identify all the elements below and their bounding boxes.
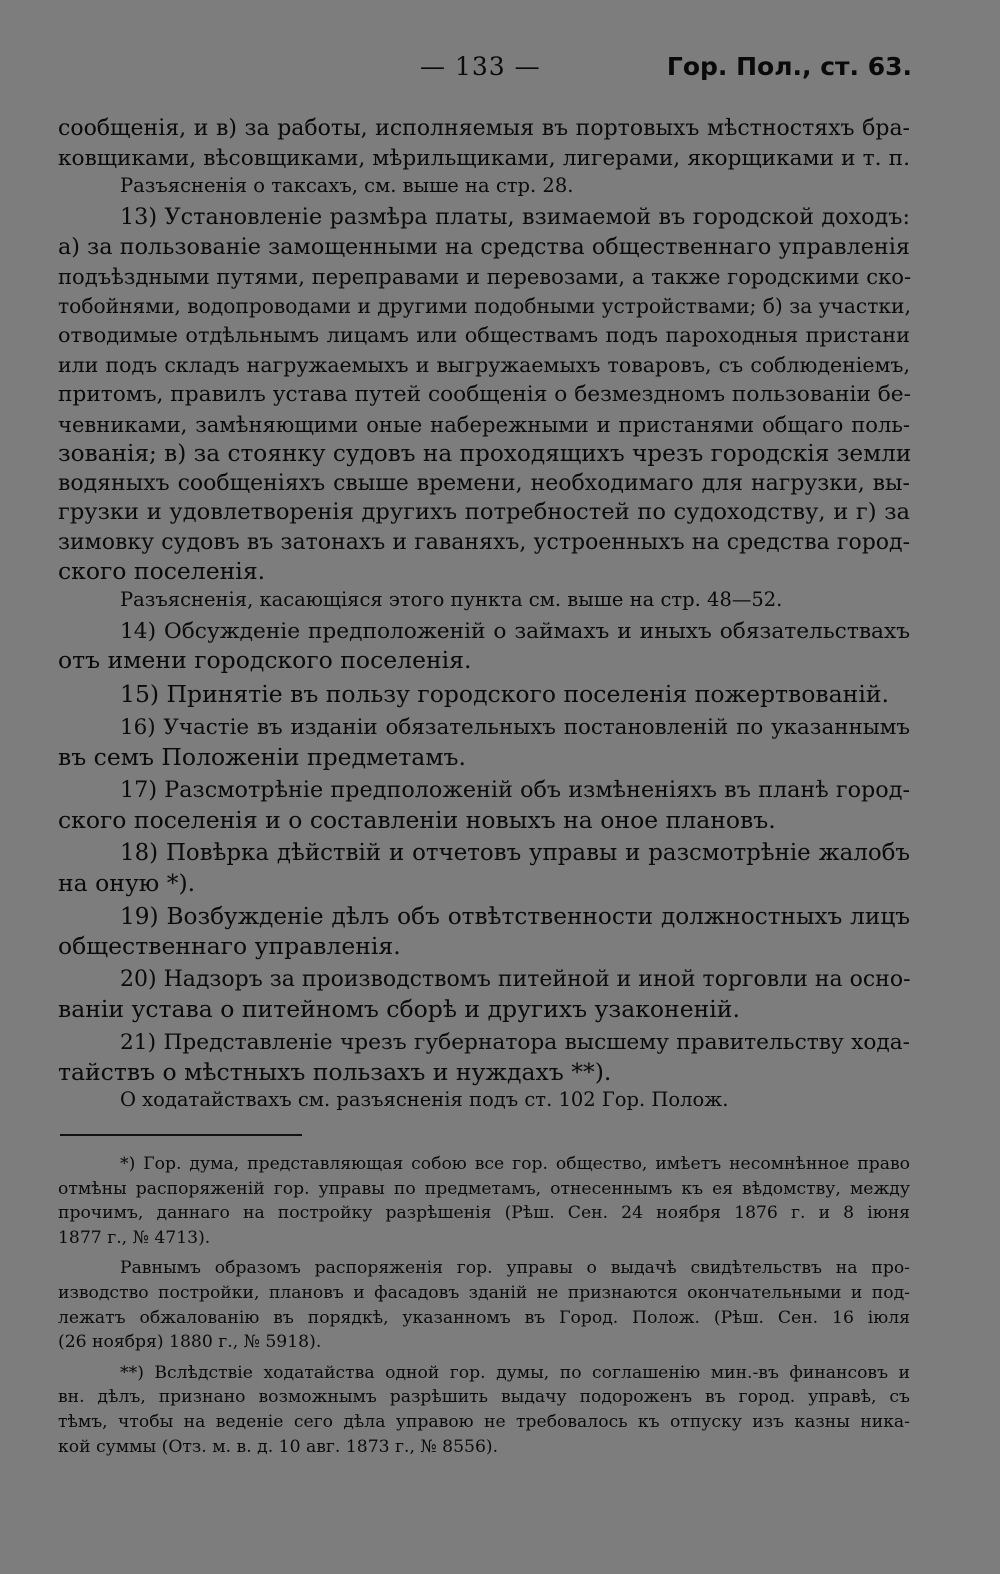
text-line: на оную *).	[58, 868, 196, 897]
text-line: 14) Обсужденіе предположеній о займахъ и иныхъ обязательствахъ	[120, 618, 910, 644]
footnote-line: отмѣны распоряженій гор. управы по предметамъ, отнесеннымъ къ ея вѣдомству, между	[58, 1178, 910, 1199]
footnote-line: тѣмъ, чтобы на веденіе сего дѣла управою не требовалось къ отпуску изъ казны ника-	[58, 1411, 910, 1432]
text-line: ского поселенія и о составленіи новыхъ на оное плановъ.	[58, 805, 776, 834]
text-line: чевниками, замѣняющими оные набережными и пристанями общаго поль-	[58, 411, 910, 437]
text-line: ского поселенія.	[58, 557, 266, 585]
main-text	[58, 114, 910, 1113]
footnote-line: изводство постройки, плановъ и фасадовъ зданій не признаются окончательными и под-	[58, 1282, 910, 1303]
text-line: 18) Повѣрка дѣйствій и отчетовъ управы и разсмотрѣніе жалобъ	[120, 840, 910, 866]
footnotes	[58, 1152, 910, 1459]
text-line: ваніи устава о питейномъ сборѣ и другихъ узаконеній.	[58, 994, 740, 1023]
text-line: Разъясненія, касающіяся этого пункта см. выше на стр. 48—52.	[120, 587, 783, 611]
text-line: зимовку судовъ въ затонахъ и гаваняхъ, устроенныхъ на средства город-	[58, 529, 910, 555]
text-line: притомъ, правилъ устава путей сообщенія о безмездномъ пользованіи бе-	[58, 382, 911, 407]
text-line: сообщенія, и в) за работы, исполняемыя въ портовыхъ мѣстностяхъ бра-	[58, 116, 910, 141]
text-line: 19) Возбужденіе дѣлъ объ отвѣтственности должностныхъ лицъ	[120, 903, 910, 930]
text-line: тобойнями, водопроводами и другими подобными устройствами; б) за участки,	[58, 293, 911, 318]
text-line: общественнаго управленія.	[58, 931, 401, 960]
footnote-line: Равнымъ образомъ распоряженія гор. управы о выдачѣ свидѣтельствъ на про-	[120, 1258, 910, 1279]
text-line: 13) Установленіе размѣра платы, взимаемой въ городской доходъ:	[120, 204, 910, 230]
text-line: ковщиками, вѣсовщиками, мѣрильщиками, лигерами, якорщиками и т. п.	[58, 145, 910, 171]
text-line: грузки и удовлетворенія другихъ потребностей по судоходству, и г) за	[58, 499, 910, 525]
text-line: или подъ складъ нагружаемыхъ и выгружаемыхъ товаровъ, съ соблюденіемъ,	[58, 352, 910, 377]
footnote-line: кой суммы (Отз. м. в. д. 10 авг. 1873 г., № 8556).	[58, 1436, 499, 1457]
footnote-line: (26 ноября) 1880 г., № 5918).	[58, 1332, 322, 1353]
footnote-line: 1877 г., № 4713).	[58, 1227, 211, 1248]
text-line: 21) Представленіе чрезъ губернатора высшему правительству хода-	[120, 1030, 910, 1055]
footnote-line: лежатъ обжалованію въ порядкѣ, указанномъ въ Город. Полож. (Рѣш. Сен. 16 іюля	[58, 1307, 910, 1328]
text-line: 20) Надзоръ за производствомъ питейной и иной торговли на осно-	[120, 967, 911, 992]
section-reference: Гор. Пол., ст. 63.	[666, 52, 912, 81]
text-line: Разъясненія о таксахъ, см. выше на стр. 28.	[120, 174, 574, 197]
footnote-line: прочимъ, даннаго на постройку разрѣшенія (Рѣш. Сен. 24 ноября 1876 г. и 8 іюня	[58, 1203, 910, 1224]
footnote-line: *) Гор. дума, представляющая собою все гор. общество, имѣетъ несомнѣнное право	[120, 1154, 910, 1174]
text-line: отъ имени городского поселенія.	[58, 646, 472, 674]
text-line: зованія; в) за стоянку судовъ на проходящихъ чрезъ городскія земли	[58, 440, 912, 467]
text-line: 16) Участіе въ изданіи обязательныхъ постановленій по указаннымъ	[120, 715, 910, 740]
text-line: отводимые отдѣльнымъ лицамъ или обществамъ подъ пароходныя пристани	[58, 323, 910, 347]
text-line: водяныхъ сообщеніяхъ свыше времени, необходимаго для нагрузки, вы-	[58, 470, 910, 496]
text-line: 17) Разсмотрѣніе предположеній объ измѣненіяхъ въ планѣ город-	[120, 777, 910, 803]
page-number: — 133 —	[420, 52, 541, 81]
footnote-separator	[60, 1134, 302, 1136]
page-header	[0, 52, 1000, 92]
text-line: О ходатайствахъ см. разъясненія подъ ст. 102 Гор. Полож.	[120, 1088, 729, 1111]
text-line: подъѣздными путями, переправами и перевозами, а также городскими ско-	[58, 264, 912, 289]
text-line: а) за пользованіе замощенными на средства общественнаго управленія	[58, 233, 910, 260]
text-line: въ семъ Положеніи предметамъ.	[58, 742, 466, 771]
footnote-line: вн. дѣлъ, признано возможнымъ разрѣшить выдачу подороженъ въ город. управѣ, съ	[58, 1387, 910, 1408]
footnote-line: **) Вслѣдствіе ходатайства одной гор. думы, по соглашенію мин.-въ финансовъ и	[120, 1362, 910, 1383]
text-line: тайствъ о мѣстныхъ пользахъ и нуждахъ **).	[58, 1057, 612, 1086]
text-line: 15) Принятіе въ пользу городского поселенія пожертвованій.	[120, 679, 889, 708]
